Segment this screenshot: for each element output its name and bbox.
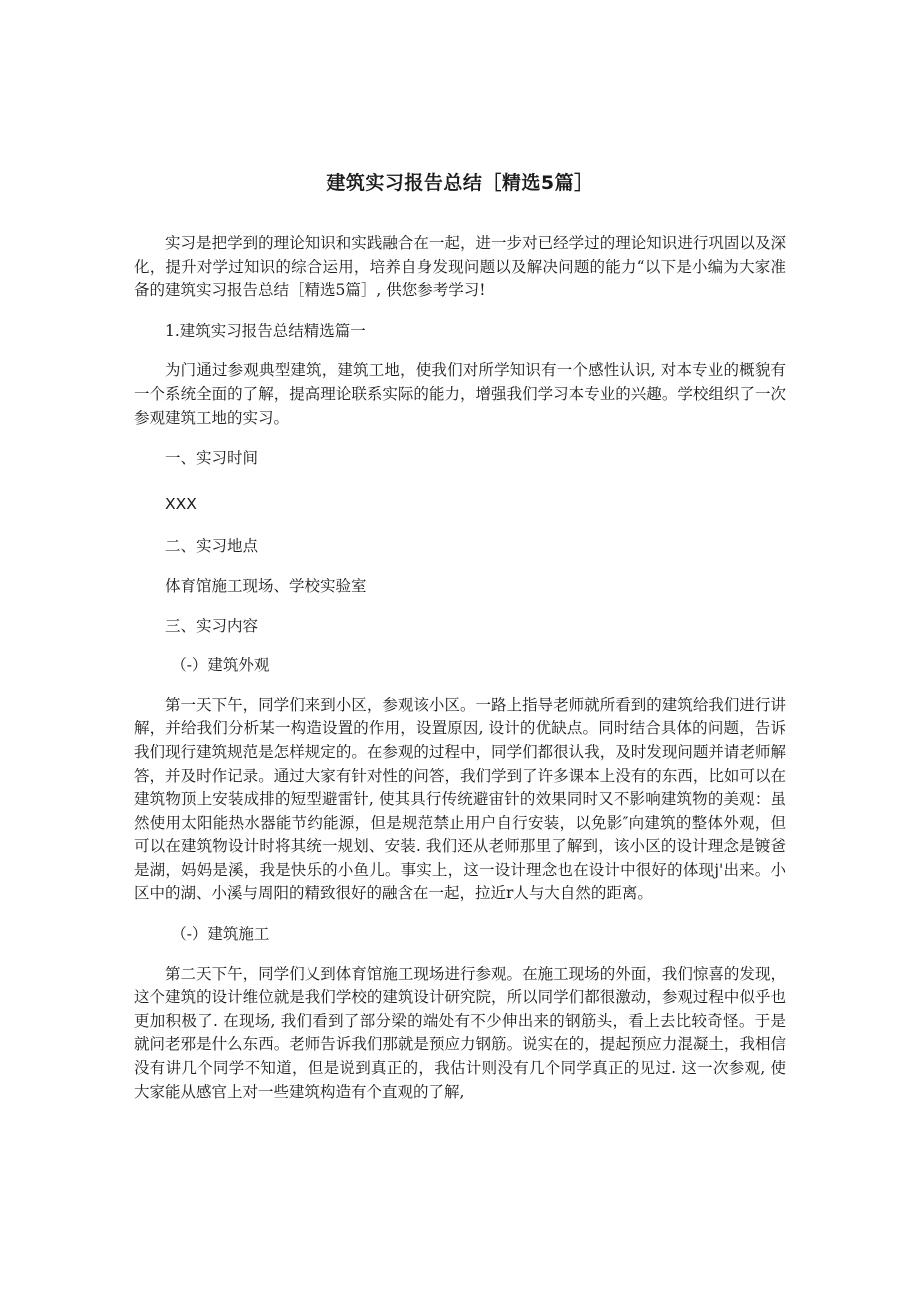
document-title: 建筑实习报告总结［精选5篇］	[326, 172, 594, 194]
heading-internship-content: 三、实习内容	[165, 616, 259, 635]
section-heading-1: 1.建筑实习报告总结精选篇一	[165, 321, 366, 340]
paragraph-building-construction: 第二天下午，同学们乂到体育馆施工现场进行参观。在施工现场的外面，我们惊喜的发现，这个建筑的设计维位就是我们学校的建筑设计研究院，所以同学们都很激动，参观过程中似乎也更加积极了. 在现场, 我们看到了部分梁的端处有不少伸出来的钢筋头，看上去比较奇怪。于是就问老邪是什么东西。老师告诉我们那就是预应力钢筋。说实在的，提起预应力混凝土，我相信没有讲几个同学不知道，但是说到真正的，我估计则没有几个同学真正的见过. 这一次参观, 使大家能从感官上对一些建筑构造有个直观的了解,	[134, 964, 786, 1101]
subheading-building-exterior: （-）建筑外观	[171, 656, 270, 675]
internship-place-value: 体育馆施工现场、学校实验室	[165, 576, 367, 595]
heading-internship-place: 二、实习地点	[165, 537, 259, 556]
subheading-building-construction: （-）建筑施工	[171, 925, 270, 944]
heading-internship-time: 一、实习时间	[165, 449, 259, 468]
section-paragraph-1: 为门通过参观典型建筑，建筑工地，使我们对所学知识有一个感性认识, 对本专业的概貌有一个系统全面的了解，提高理论联系实际的能力，增强我们学习本专业的兴趣。学校组织了一次参观建筑工地的实习。	[134, 361, 786, 427]
paragraph-building-exterior: 第一天下午，同学们来到小区，参观该小区。一路上指导老师就所看到的建筑给我们进行讲解，并给我们分析某一构造设置的作用，设置原因, 设计的优缺点。同时结合具体的问题，告诉我们现行建筑规范是怎样规定的。在参观的过程中，同学们都很认我，及时发现问题并请老师解答，并及时作记录。通过大家有针对性的问答，我们学到了许多课本上没有的东西，比如可以在建筑物顶上安装成排的短型避雷针, 使其具行传统避宙针的效果同时又不影响建筑物的美观：虽然使用太阳能热水器能节约能源，但是规范禁止用户自行安装，以免影″向建筑的整体外观，但可以在建筑物设计时将其统一规划、安装. 我们还从老师那里了解到，该小区的设计理念是镀爸是湖，妈妈是溪，我是快乐的小鱼儿。事实上，这一设计理念也在设计中很好的体现j'出来。小区中的湖、小溪与周阳的精致很好的融含在一起，拉近r人与大自然的距离。	[134, 695, 786, 903]
internship-time-value: XXX	[165, 494, 197, 513]
intro-paragraph: 实习是把学到的理论知识和实践融合在一起，进一步对已经学过的理论知识进行巩固以及深化，提升对学过知识的综合运用，培养自身发现问题以及解决问题的能力“以下是小编为大家准备的建筑实习报告总结［精选5篇］, 供您参考学习!	[134, 234, 786, 300]
document-body	[134, 232, 786, 1104]
